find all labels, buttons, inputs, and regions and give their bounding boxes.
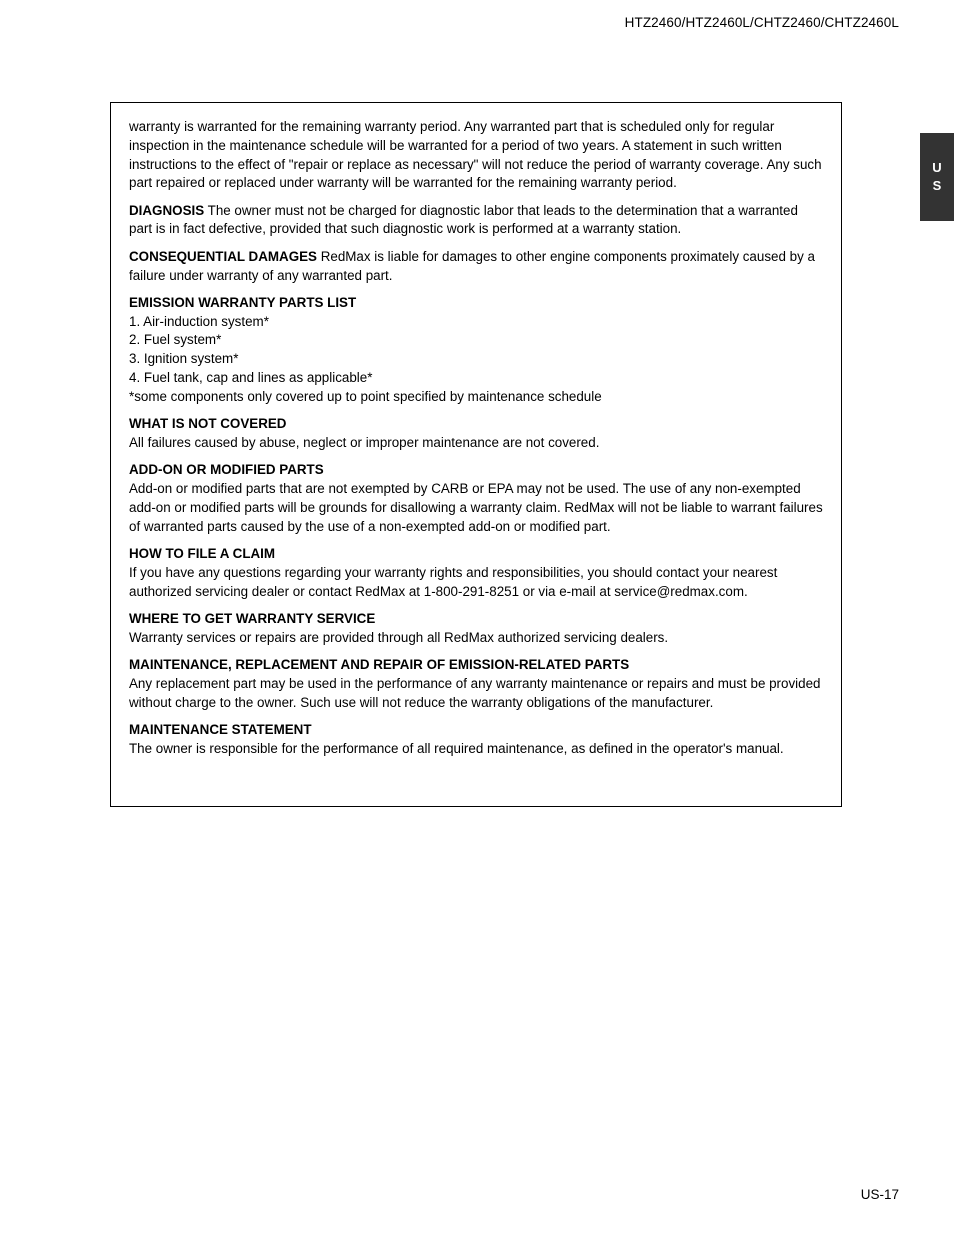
consequential-damages-text: RedMax is liable for damages to other engine components proximately caused by a failure under warranty of any warranted part.	[129, 248, 815, 283]
warranty-service-text: Warranty services or repairs are provided through all RedMax authorized servicing dealers.	[129, 629, 669, 645]
parts-list-item: 2. Fuel system*	[129, 332, 222, 348]
language-tab	[920, 133, 954, 221]
parts-list-item: 3. Ignition system*	[129, 351, 239, 367]
file-claim-text: If you have any questions regarding your warranty rights and responsibilities, you should contact your nearest authorized servicing dealer or contact RedMax at 1-800-291-8251 or via e-mail at service@redmax.com.	[129, 564, 778, 599]
diagnosis-text: The owner must not be charged for diagnostic labor that leads to the determination that a warranted part is in fact defective, provided that such diagnostic work is performed at a warranty station.	[129, 202, 798, 237]
parts-list-heading: EMISSION WARRANTY PARTS LIST	[129, 294, 357, 310]
maintenance-parts-text: Any replacement part may be used in the performance of any warranty maintenance or repairs and must be provided without charge to the owner. Such use will not reduce the warranty obligations of the manufacturer.	[129, 675, 821, 710]
page-number: US-17	[860, 1187, 899, 1202]
file-claim-section	[129, 545, 823, 601]
addon-parts-section	[129, 461, 823, 536]
parts-list-item: 4. Fuel tank, cap and lines as applicable*	[129, 370, 373, 386]
parts-list-footnote: *some components only covered up to point specified by maintenance schedule	[129, 388, 602, 404]
warranty-content-box	[110, 102, 842, 807]
maintenance-statement-text: The owner is responsible for the performance of all required maintenance, as defined in the operator's manual.	[129, 740, 784, 756]
file-claim-heading: HOW TO FILE A CLAIM	[129, 545, 276, 561]
maintenance-statement-heading: MAINTENANCE STATEMENT	[129, 721, 312, 737]
warranty-service-heading: WHERE TO GET WARRANTY SERVICE	[129, 610, 376, 626]
diagnosis-section	[129, 202, 823, 240]
language-tab-letter-s: S	[932, 178, 942, 193]
parts-list-item: 1. Air-induction system*	[129, 313, 269, 329]
not-covered-section	[129, 415, 823, 453]
not-covered-heading: WHAT IS NOT COVERED	[129, 416, 287, 432]
addon-parts-text: Add-on or modified parts that are not exempted by CARB or EPA may not be used. The use of any non-exempted add-on or modified parts will be grounds for disallowing a warranty claim. RedMax will not be liable to warrant failures of warranted parts caused by the use of a non-exempted add-on or modified part.	[129, 481, 823, 534]
maintenance-parts-heading: MAINTENANCE, REPLACEMENT AND REPAIR OF EMISSION-RELATED PARTS	[129, 656, 630, 672]
warranty-service-section	[129, 610, 823, 648]
intro-paragraph: warranty is warranted for the remaining warranty period. Any warranted part that is scheduled only for regular inspection in the maintenance schedule will be warranted for a period of two years. A statement in such written instructions to the effect of "repair or replace as necessary" will not reduce the period of warranty coverage. Any such part repaired or replaced under warranty will be warranted for the remaining warranty period.	[129, 119, 822, 191]
consequential-damages-heading: CONSEQUENTIAL DAMAGES	[129, 248, 317, 264]
parts-list-section	[129, 294, 823, 407]
page-header-model-numbers: HTZ2460/HTZ2460L/CHTZ2460/CHTZ2460L	[624, 15, 899, 30]
diagnosis-heading: DIAGNOSIS	[129, 202, 205, 218]
addon-parts-heading: ADD-ON OR MODIFIED PARTS	[129, 462, 324, 478]
maintenance-parts-section	[129, 656, 823, 712]
language-tab-letter-u: U	[932, 160, 942, 175]
consequential-damages-section	[129, 248, 823, 286]
not-covered-text: All failures caused by abuse, neglect or improper maintenance are not covered.	[129, 434, 600, 450]
maintenance-statement-section	[129, 721, 823, 759]
